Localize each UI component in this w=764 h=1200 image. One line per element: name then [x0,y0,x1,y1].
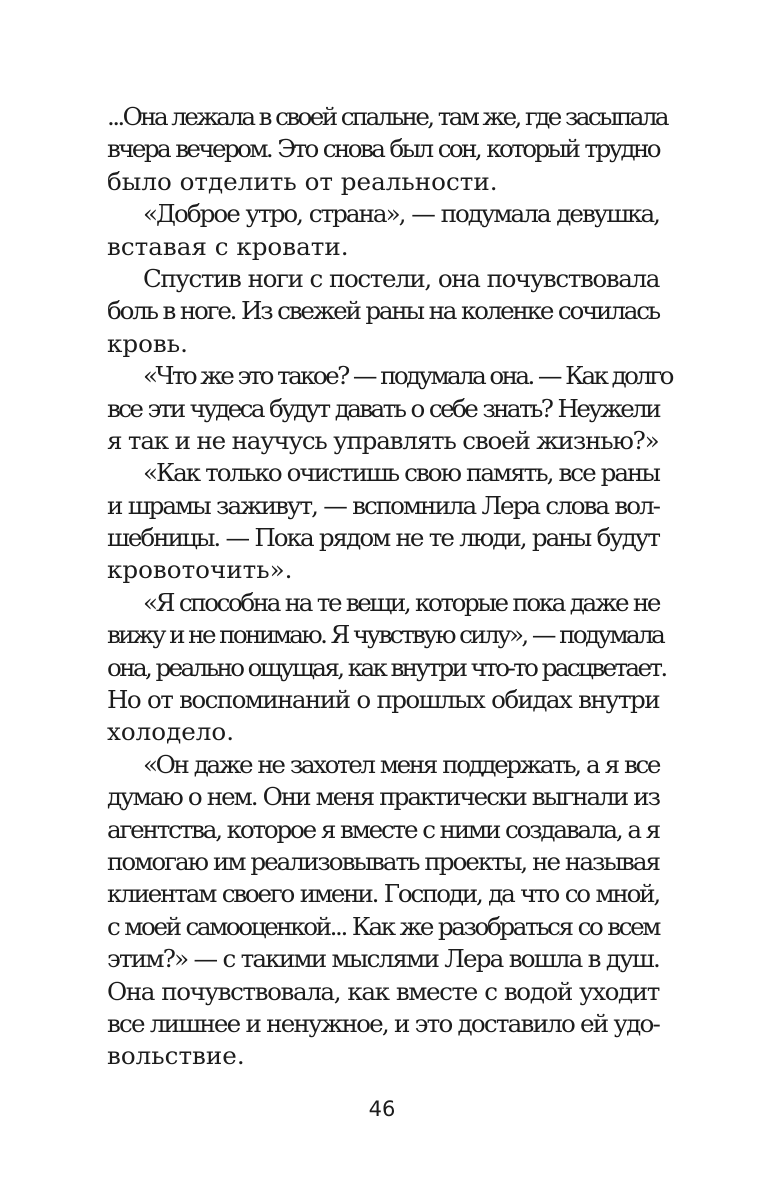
text-line: было отделить от реальности. [107,166,498,196]
text-line: Она почувствовала, как вместе с водой уходит [107,976,659,1006]
text-line: вчера вечером. Это снова был сон, который трудно [107,134,659,164]
text-line: все эти чудеса будут давать о себе знать? Неужели [107,393,659,423]
text-line: вставая с кровати. [107,231,349,261]
text-line: Но от воспоминаний о прошлых обидах внутри [107,685,659,715]
text-line: с моей самооценкой... Как же разобраться со всем [107,911,659,941]
text-line: этим?» — с такими мыслями Лера вошла в душ. [107,944,659,974]
text-line: думаю о нем. Они меня практически выгнали из [107,782,659,812]
text-line: «Он даже не захотел меня поддержать, а я все [143,749,659,779]
text-line: и шрамы заживут, — вспомнила Лера слова вол- [107,490,659,520]
text-line: «Как только очистишь свою память, все раны [143,458,659,488]
text-line: Спустив ноги с постели, она почувствовала [143,263,659,293]
text-line: кровь. [107,328,188,358]
text-line: холодело. [107,717,235,747]
text-line: вольствие. [107,1041,245,1071]
body-text [107,101,672,1073]
text-line: «Я способна на те вещи, которые пока даже не [143,587,659,617]
text-line: я так и не научусь управлять своей жизнью?» [107,425,659,455]
text-line: она, реально ощущая, как внутри что-то расцветает. [107,652,666,682]
text-line: помогаю им реализовывать проекты, не называя [107,846,659,876]
text-line: шебницы. — Пока рядом не те люди, раны будут [107,523,659,553]
text-line: «Что же это такое? — подумала она. — Как долго [143,361,672,391]
text-line: боль в ноге. Из свежей раны на коленке сочилась [107,296,659,326]
text-line: ...Она лежала в своей спальне, там же, где засыпала [107,102,667,131]
page-number: 46 [368,1097,396,1121]
text-line: клиентам своего имени. Господи, да что со мной, [107,879,659,909]
text-line: «Доброе утро, страна», — подумала девушка, [143,199,659,229]
text-line: кровоточить». [107,555,293,585]
text-line: агентства, которое я вместе с ними создавала, а я [107,814,659,844]
text-line: все лишнее и ненужное, и это доставило ей удо- [107,1008,659,1038]
text-line: вижу и не понимаю. Я чувствую силу», — подумала [107,620,664,650]
